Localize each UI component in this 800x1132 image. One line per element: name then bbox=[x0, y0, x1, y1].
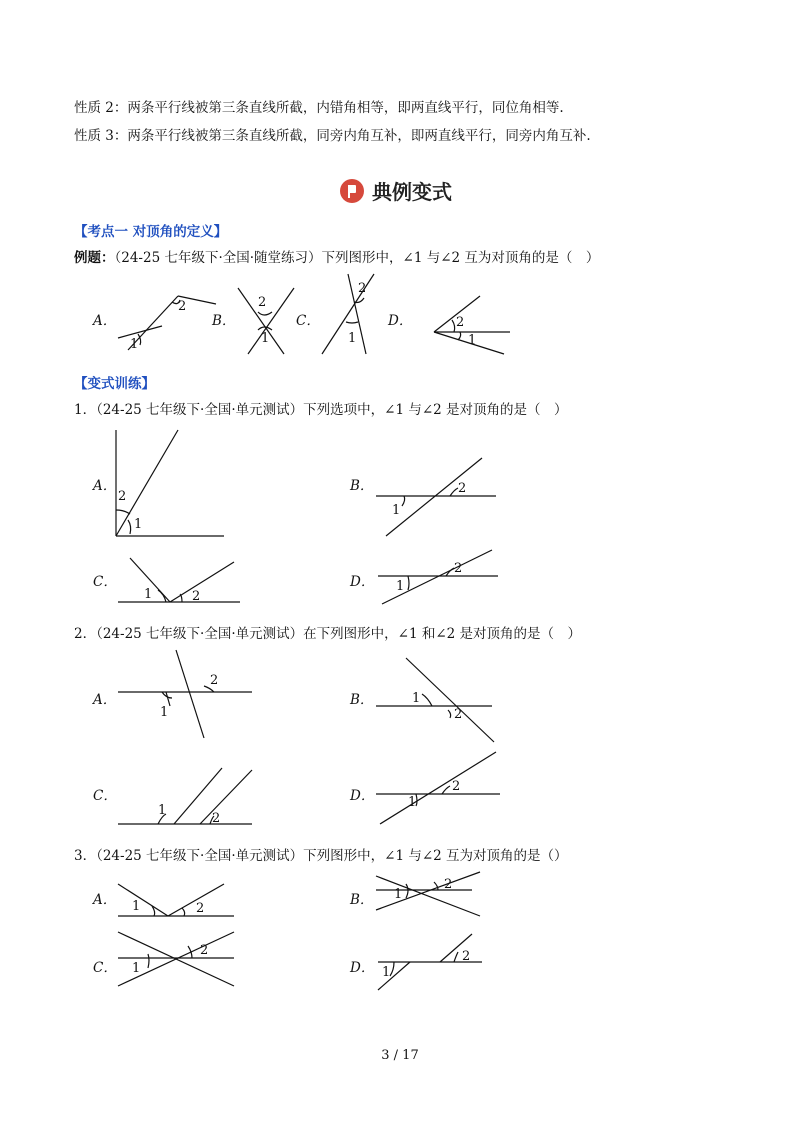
property-2-text: 性质 2：两条平行线被第三条直线所截，内错角相等，即两直线平行，同位角相等. bbox=[74, 100, 564, 116]
q3-option-c: C． bbox=[93, 960, 117, 976]
angle-1-label: 1 bbox=[158, 803, 167, 818]
angle-1-label: 1 bbox=[160, 705, 169, 720]
q2-figure-d bbox=[372, 748, 502, 828]
q3-option-d: D． bbox=[350, 960, 375, 976]
example-figure-d bbox=[406, 292, 516, 356]
angle-1-label: 1 bbox=[134, 517, 143, 532]
angle-2-label: 2 bbox=[454, 707, 463, 722]
example-text: （24-25 七年级下·全国·随堂练习）下列图形中，∠1 与∠2 互为对顶角的是（ ） bbox=[114, 250, 600, 266]
question-1-text: 1．（24-25 七年级下·全国·单元测试）下列选项中，∠1 与∠2 是对顶角的是（ ） bbox=[74, 402, 568, 418]
angle-2-label: 2 bbox=[454, 561, 463, 576]
property-3-text: 性质 3：两条平行线被第三条直线所截，同旁内角互补，即两直线平行，同旁内角互补. bbox=[74, 128, 591, 144]
q1-option-d: D． bbox=[350, 574, 375, 590]
angle-2-label: 2 bbox=[358, 281, 367, 296]
q2-option-c: C． bbox=[93, 788, 117, 804]
angle-2-label: 2 bbox=[196, 901, 205, 916]
angle-1-label: 1 bbox=[132, 899, 141, 914]
example-option-b: B． bbox=[212, 313, 236, 329]
angle-1-label: 1 bbox=[130, 337, 139, 352]
q3-figure-c bbox=[114, 928, 240, 990]
angle-1-label: 1 bbox=[396, 579, 405, 594]
q2-option-a: A． bbox=[93, 692, 117, 708]
angle-2-label: 2 bbox=[458, 481, 467, 496]
example-figure-b bbox=[234, 284, 298, 356]
example-option-a: A． bbox=[93, 313, 117, 329]
angle-2-label: 2 bbox=[178, 299, 187, 314]
example-figure-c bbox=[318, 270, 378, 356]
section-title bbox=[340, 176, 452, 205]
q2-figure-a bbox=[114, 646, 254, 740]
q1-figure-a bbox=[112, 426, 228, 538]
angle-1-label: 1 bbox=[132, 961, 141, 976]
q1-figure-d bbox=[374, 546, 500, 608]
q2-figure-b bbox=[372, 654, 498, 744]
angle-2-label: 2 bbox=[118, 489, 127, 504]
q1-option-c: C． bbox=[93, 574, 117, 590]
page-number: 3 / 17 bbox=[381, 1048, 419, 1063]
training-heading: 【变式训练】 bbox=[74, 376, 155, 392]
example-figure-a bbox=[112, 288, 222, 352]
angle-1-label: 1 bbox=[261, 331, 270, 346]
angle-2-label: 2 bbox=[452, 779, 461, 794]
angle-1-label: 1 bbox=[468, 333, 477, 348]
angle-1-label: 1 bbox=[394, 887, 403, 902]
example-option-c: C． bbox=[296, 313, 320, 329]
angle-2-label: 2 bbox=[462, 949, 471, 964]
q3-figure-d bbox=[374, 932, 486, 994]
question-2-text: 2．（24-25 七年级下·全国·单元测试）在下列图形中，∠1 和∠2 是对顶角的是（ ） bbox=[74, 626, 582, 642]
q1-figure-c bbox=[114, 554, 242, 606]
angle-1-label: 1 bbox=[382, 965, 391, 980]
angle-1-label: 1 bbox=[412, 691, 421, 706]
q3-option-b: B． bbox=[350, 892, 374, 908]
angle-2-label: 2 bbox=[212, 811, 221, 826]
q3-figure-a bbox=[114, 878, 238, 920]
angle-1-label: 1 bbox=[408, 795, 417, 810]
angle-2-label: 2 bbox=[456, 315, 465, 330]
angle-1-label: 1 bbox=[392, 503, 401, 518]
angle-1-label: 1 bbox=[144, 587, 153, 602]
section-title-text: 典例变式 bbox=[372, 180, 452, 204]
example-option-d: D． bbox=[388, 313, 413, 329]
topic-heading: 【考点一 对顶角的定义】 bbox=[74, 224, 228, 240]
example-label: 例题： bbox=[74, 250, 115, 266]
angle-2-label: 2 bbox=[192, 589, 201, 604]
q2-option-b: B． bbox=[350, 692, 374, 708]
q2-figure-c bbox=[114, 764, 254, 828]
q2-option-d: D． bbox=[350, 788, 375, 804]
q1-option-a: A． bbox=[93, 478, 117, 494]
angle-2-label: 2 bbox=[200, 943, 209, 958]
q3-option-a: A． bbox=[93, 892, 117, 908]
example-question bbox=[74, 246, 599, 266]
angle-2-label: 2 bbox=[258, 295, 267, 310]
angle-2-label: 2 bbox=[444, 877, 453, 892]
question-3-text: 3．（24-25 七年级下·全国·单元测试）下列图形中，∠1 与∠2 互为对顶角的是（） bbox=[74, 848, 568, 864]
q1-option-b: B． bbox=[350, 478, 374, 494]
angle-2-label: 2 bbox=[210, 673, 219, 688]
flag-icon bbox=[340, 179, 364, 203]
angle-1-label: 1 bbox=[348, 331, 357, 346]
q1-figure-b bbox=[372, 454, 498, 540]
q3-figure-b bbox=[372, 870, 482, 920]
